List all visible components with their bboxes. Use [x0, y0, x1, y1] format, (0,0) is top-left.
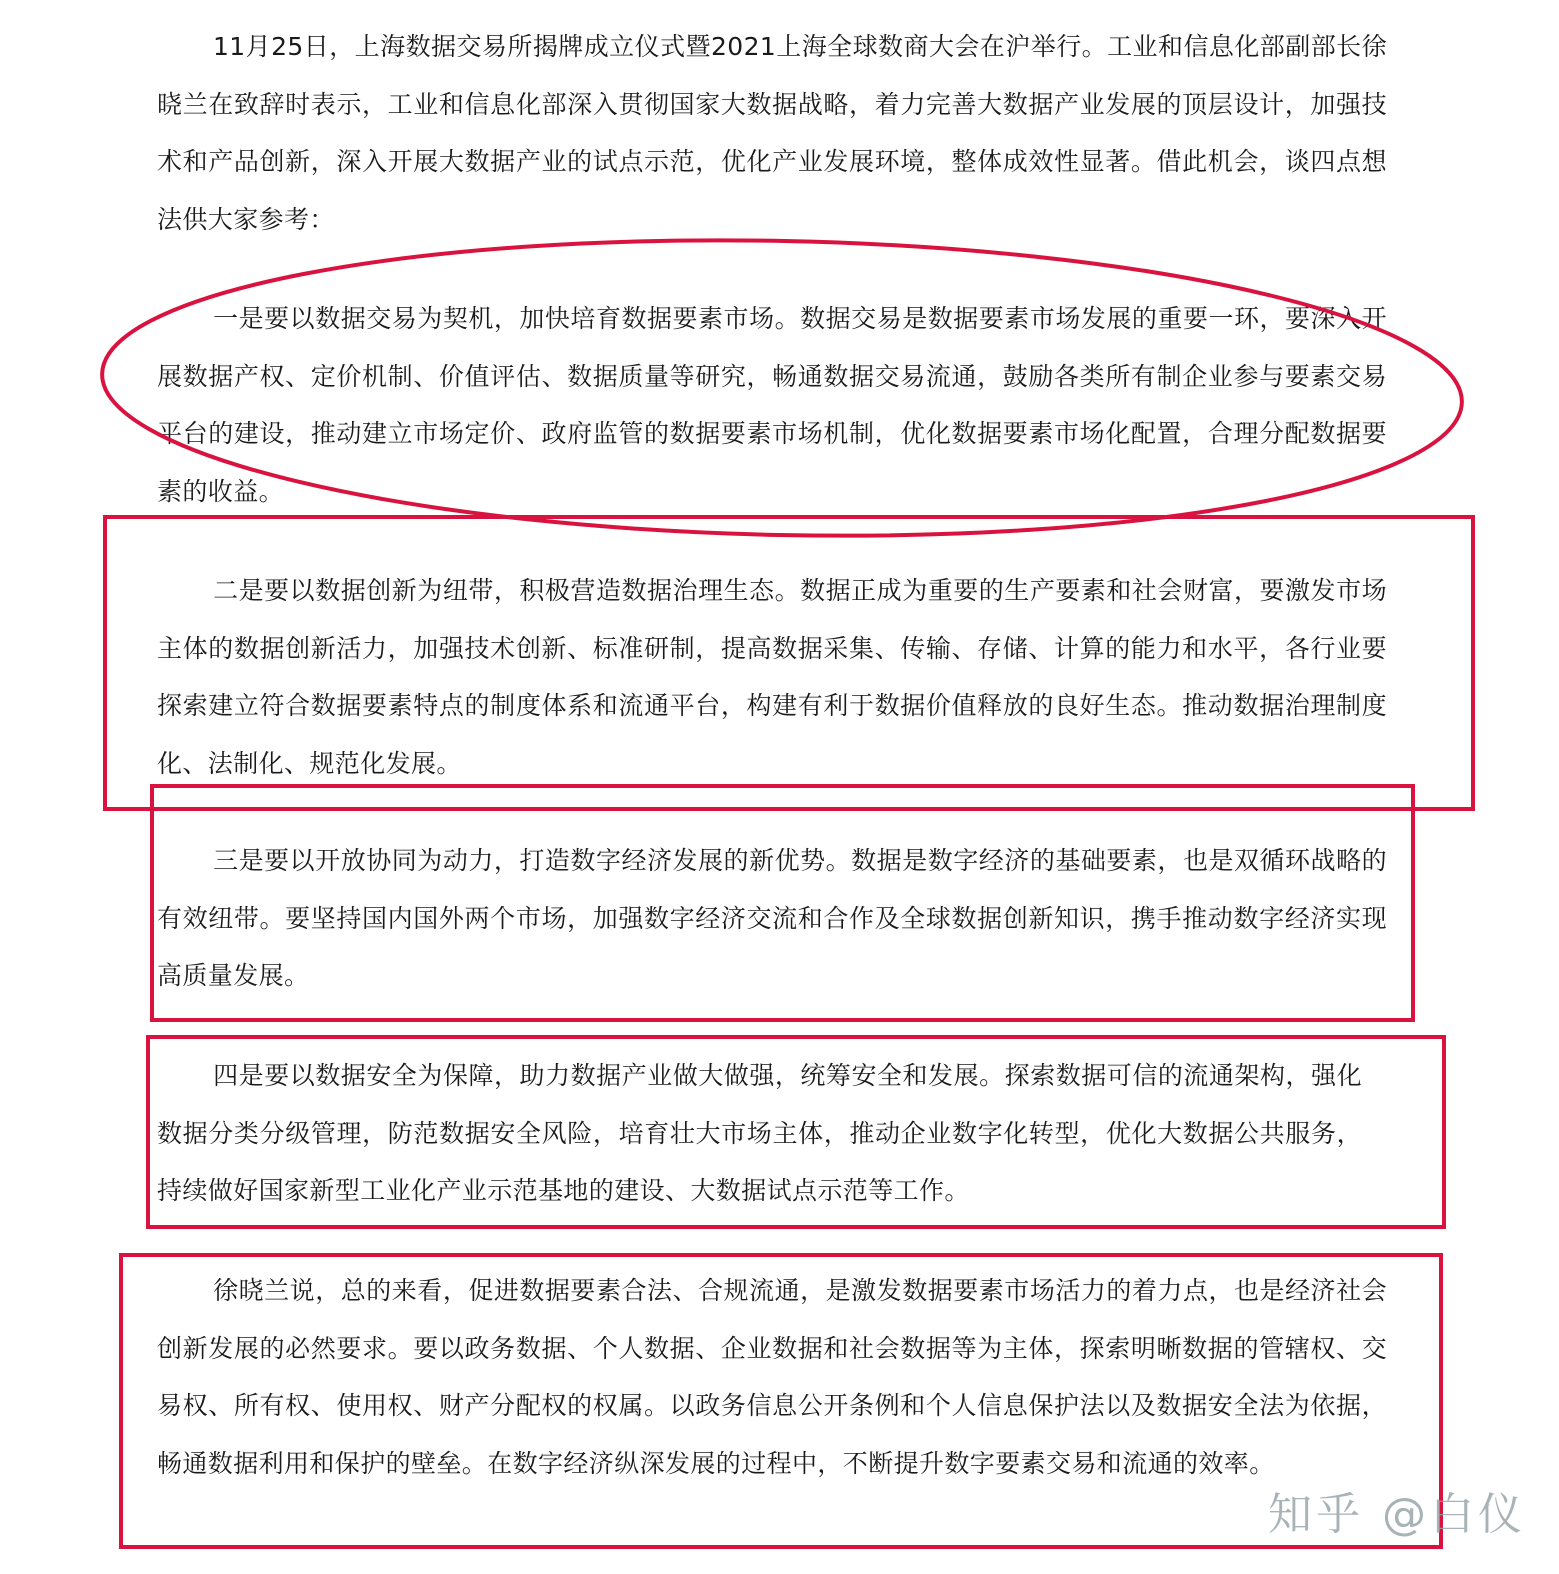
paragraph-text: 徐晓兰说，总的来看，促进数据要素合法、合规流通，是激发数据要素市场活力的着力点，也是经济社会创新发展的必然要求。要以政务数据、个人数据、企业数据和社会数据等为主体，探索明晰数据的管辖权、交易权、所有权、使用权、财产分配权的权属。以政务信息公开条例和个人信息保护法以及数据安全法为依据，畅通数据利用和保护的壁垒。在数字经济纵深发展的过程中，不断提升数字要素交易和流通的效率。 — [157, 1276, 1387, 1478]
point-3-paragraph — [157, 832, 1387, 1005]
point-4-paragraph — [157, 1047, 1362, 1220]
paragraph-text: 四是要以数据安全为保障，助力数据产业做大做强，统筹安全和发展。探索数据可信的流通架构，强化数据分类分级管理，防范数据安全风险，培育壮大市场主体，推动企业数字化转型，优化大数据公共服务，持续做好国家新型工业化产业示范基地的建设、大数据试点示范等工作。 — [157, 1061, 1362, 1205]
point-1-paragraph — [157, 290, 1387, 520]
paragraph-text: 一是要以数据交易为契机，加快培育数据要素市场。数据交易是数据要素市场发展的重要一环，要深入开展数据产权、定价机制、价值评估、数据质量等研究，畅通数据交易流通，鼓励各类所有制企业参与要素交易平台的建设，推动建立市场定价、政府监管的数据要素市场机制，优化数据要素市场化配置，合理分配数据要素的收益。 — [157, 304, 1387, 506]
paragraph-text: 11月25日，上海数据交易所揭牌成立仪式暨2021上海全球数商大会在沪举行。工业和信息化部副部长徐晓兰在致辞时表示，工业和信息化部深入贯彻国家大数据战略，着力完善大数据产业发展的顶层设计，加强技术和产品创新，深入开展大数据产业的试点示范，优化产业发展环境，整体成效性显著。借此机会，谈四点想法供大家参考： — [157, 32, 1387, 234]
point-2-paragraph — [157, 562, 1387, 792]
intro-paragraph — [157, 18, 1387, 248]
paragraph-text: 二是要以数据创新为纽带，积极营造数据治理生态。数据正成为重要的生产要素和社会财富，要激发市场主体的数据创新活力，加强技术创新、标准研制，提高数据采集、传输、存储、计算的能力和水平，各行业要探索建立符合数据要素特点的制度体系和流通平台，构建有利于数据价值释放的良好生态。推动数据治理制度化、法制化、规范化发展。 — [157, 576, 1387, 778]
summary-paragraph — [157, 1262, 1387, 1492]
paragraph-text: 三是要以开放协同为动力，打造数字经济发展的新优势。数据是数字经济的基础要素，也是双循环战略的有效纽带。要坚持国内国外两个市场，加强数字经济交流和合作及全球数据创新知识，携手推动数字经济实现高质量发展。 — [157, 846, 1387, 990]
watermark: 知乎 @白仪 — [1268, 1489, 1526, 1540]
